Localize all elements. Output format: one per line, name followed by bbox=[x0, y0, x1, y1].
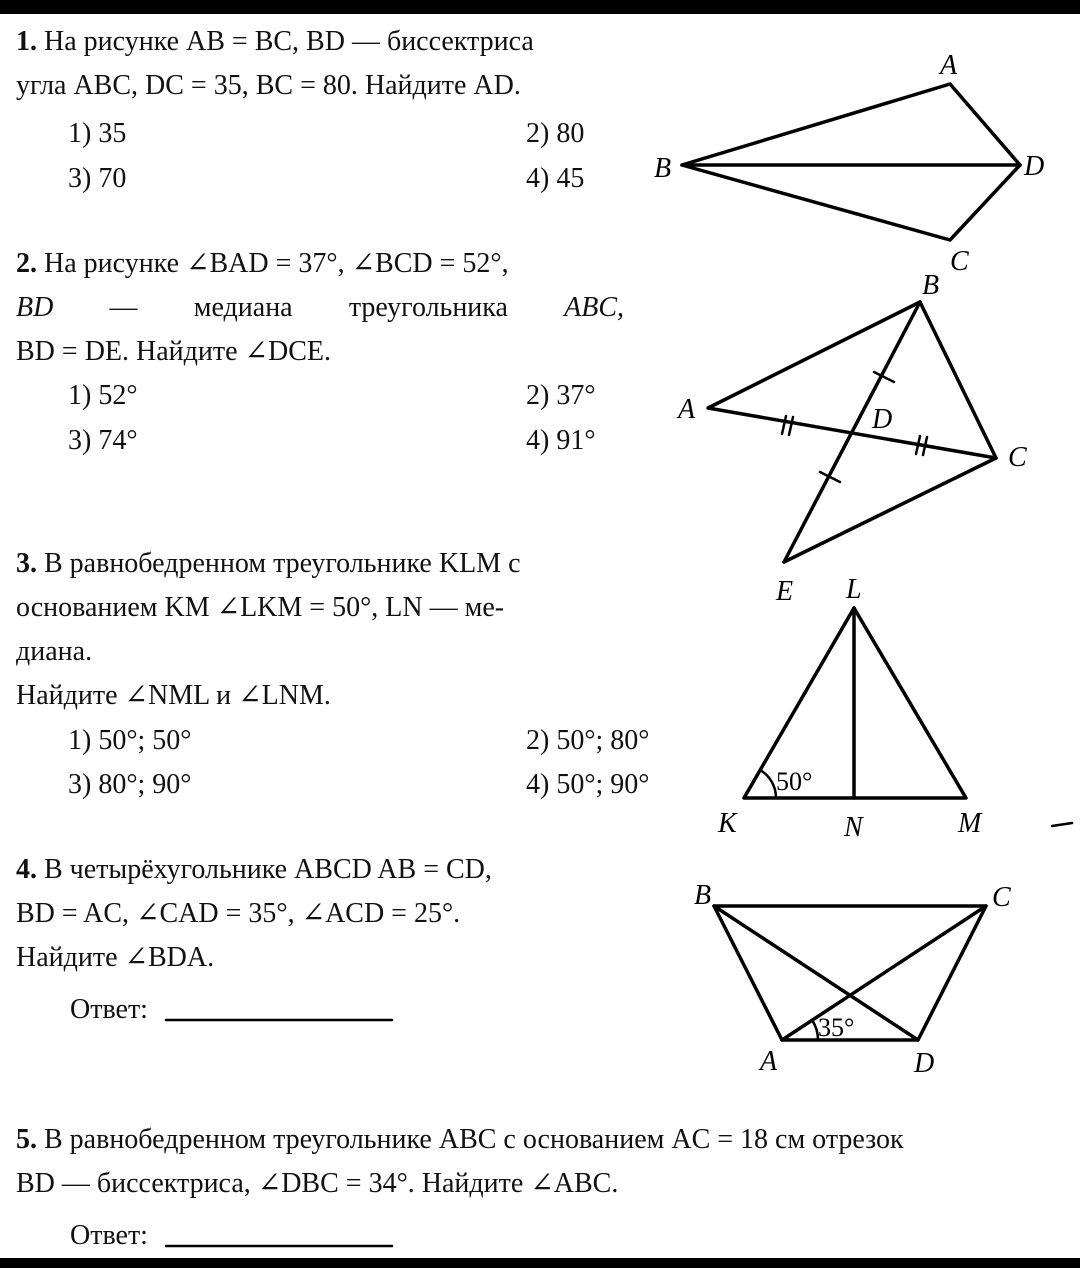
problem-3-number: 3. bbox=[16, 548, 37, 579]
problem-3-option-1: 1) 50°; 50° bbox=[68, 725, 192, 756]
problem-2-line-1: 2. На рисунке ∠BAD = 37°, ∠BCD = 52°, bbox=[16, 248, 509, 279]
problem-3-option-3: 3) 80°; 90° bbox=[68, 769, 192, 800]
problem-1-option-4: 4) 45 bbox=[526, 163, 585, 194]
label-d: D bbox=[1024, 151, 1045, 182]
problem-1-option-2: 2) 80 bbox=[526, 118, 585, 149]
label-c: C bbox=[992, 882, 1011, 913]
problem-1-number: 1. bbox=[16, 26, 37, 57]
problem-5-line-1: 5. В равнобедренном треугольнике ABC с основанием AC = 18 см отрезок bbox=[16, 1124, 904, 1155]
problem-2-line-2: BD — медиана треугольника ABC, bbox=[16, 292, 624, 323]
problem-2-option-4: 4) 91° bbox=[526, 425, 596, 456]
label-a: A bbox=[940, 50, 958, 81]
label-d: D bbox=[914, 1048, 935, 1079]
problem-4-line-3: Найдите ∠BDA. bbox=[16, 942, 215, 973]
problem-3-line-4: Найдите ∠NML и ∠LNM. bbox=[16, 680, 331, 711]
problem-1-option-3: 3) 70 bbox=[68, 163, 127, 194]
problem-5-line-2: BD — биссектриса, ∠DBC = 34°. Найдите ∠ABC. bbox=[16, 1168, 619, 1199]
angle-label-50: 50° bbox=[776, 767, 813, 796]
problem-2-line-3: BD = DE. Найдите ∠DCE. bbox=[16, 336, 331, 367]
problem-2-option-3: 3) 74° bbox=[68, 425, 138, 456]
problem-2-option-2: 2) 37° bbox=[526, 380, 596, 411]
label-b: B bbox=[654, 153, 672, 184]
label-b: B bbox=[694, 880, 712, 911]
label-c: C bbox=[1008, 442, 1027, 473]
label-d: D bbox=[872, 404, 893, 435]
problem-2-option-1: 1) 52° bbox=[68, 380, 138, 411]
problem-1-line-2: угла ABC, DC = 35, BC = 80. Найдите AD. bbox=[16, 70, 521, 101]
problem-5-number: 5. bbox=[16, 1124, 37, 1155]
bottom-black-bar bbox=[0, 1258, 1080, 1268]
label-e: E bbox=[776, 576, 794, 607]
problem-3-line-3: диана. bbox=[16, 636, 93, 667]
problem-3-line-1: 3. В равнобедренном треугольнике KLM с bbox=[16, 548, 521, 579]
label-l: L bbox=[846, 574, 862, 605]
problem-3-option-2: 2) 50°; 80° bbox=[526, 725, 650, 756]
problem-3-option-4: 4) 50°; 90° bbox=[526, 769, 650, 800]
angle-label-35: 35° bbox=[818, 1013, 855, 1042]
problem-5-answer-label: Ответ: bbox=[70, 1220, 148, 1251]
problem-1-line-1: 1. На рисунке AB = BC, BD — биссектриса bbox=[16, 26, 534, 57]
problem-1-option-1: 1) 35 bbox=[68, 118, 127, 149]
label-m: M bbox=[958, 808, 982, 839]
label-n: N bbox=[844, 812, 863, 843]
label-k: K bbox=[718, 808, 737, 839]
problem-2-number: 2. bbox=[16, 248, 37, 279]
label-a: A bbox=[678, 394, 696, 425]
problem-4-line-2: BD = AC, ∠CAD = 35°, ∠ACD = 25°. bbox=[16, 898, 461, 929]
label-a: A bbox=[760, 1046, 778, 1077]
label-b: B bbox=[922, 270, 940, 301]
problem-3-line-2: основанием KM ∠LKM = 50°, LN — ме- bbox=[16, 592, 505, 623]
problem-4-answer-label: Ответ: bbox=[70, 994, 148, 1025]
label-c: C bbox=[950, 246, 969, 277]
problem-4-line-1: 4. В четырёхугольнике ABCD AB = CD, bbox=[16, 854, 492, 885]
problem-4-number: 4. bbox=[16, 854, 37, 885]
